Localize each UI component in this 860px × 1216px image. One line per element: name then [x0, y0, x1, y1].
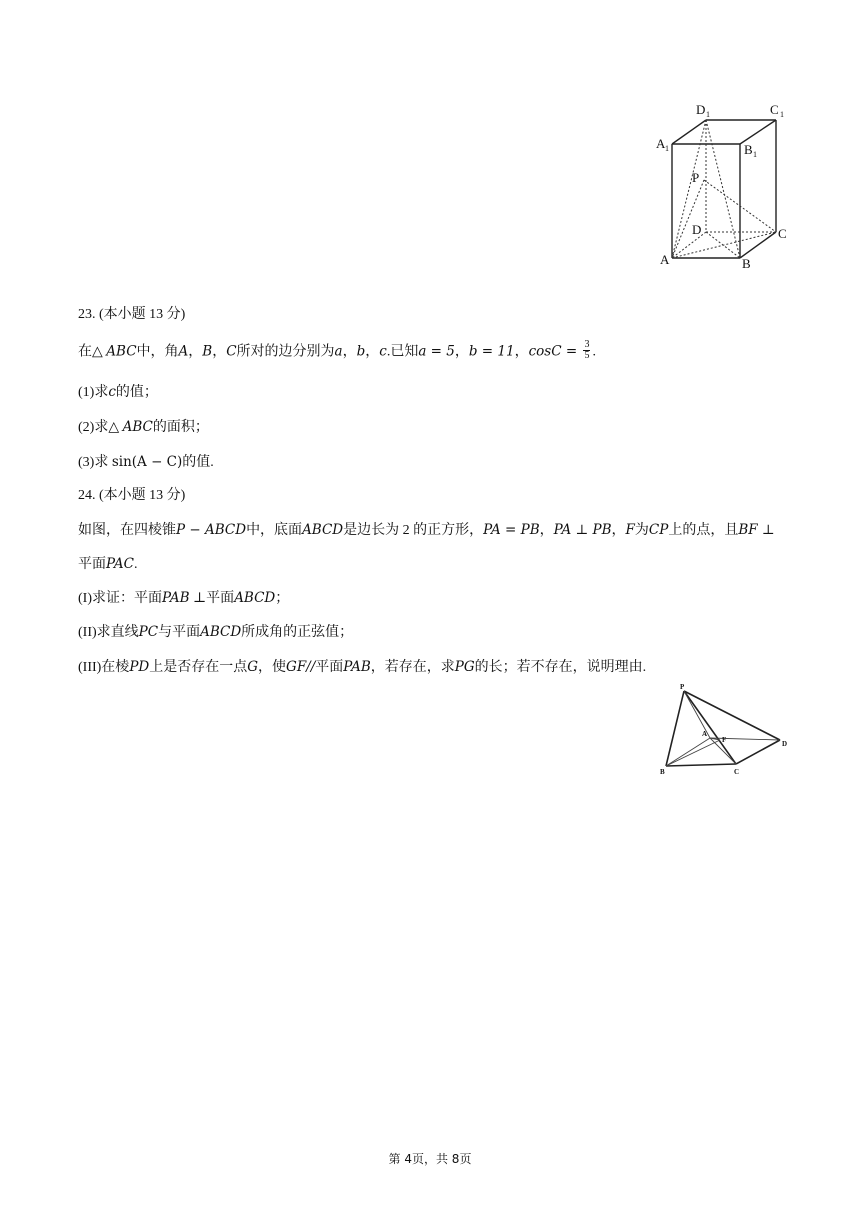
- q23-header: 23. (本小题 13 分): [78, 307, 186, 322]
- fraction-3-5: $\frac{3}{5}$: [584, 339, 590, 361]
- q24-part-ii: (II)求直线PC与平面ABCD所成角的正弦值；: [78, 624, 354, 640]
- label-P: P: [680, 684, 685, 691]
- q23-stem: 在△ ABC中，角A，B，C所对的边分别为a，b，c.已知a = 5，b = 11，cosC = $\frac{3}{5}$ .: [78, 339, 596, 361]
- label-C: C: [778, 226, 787, 241]
- label-D1-sub: 1: [706, 110, 710, 119]
- label-D1: D: [696, 102, 706, 117]
- label-B1: B: [744, 142, 753, 157]
- label-C: C: [734, 768, 740, 776]
- prism-figure: [652, 98, 800, 270]
- q24-part-i: (I)求证：平面PAB ⊥平面ABCD；: [78, 590, 290, 606]
- q24-part-iii: (III)在棱PD上是否存在一点G，使GF//平面PAB，若存在，求PG的长；若不存在，说明理由.: [78, 659, 647, 675]
- label-B1-sub: 1: [753, 150, 757, 159]
- label-C1-sub: 1: [780, 110, 784, 119]
- label-B: B: [742, 256, 751, 270]
- label-F: F: [722, 736, 727, 744]
- label-B: B: [660, 768, 665, 776]
- label-A1-sub: 1: [665, 144, 669, 153]
- q24-stem-line-2: 平面PAC.: [78, 556, 138, 572]
- label-A: A: [702, 730, 708, 738]
- q23-part-3: (3)求 sin(A − C)的值.: [78, 454, 214, 470]
- label-D: D: [782, 740, 788, 748]
- pyramid-figure: [658, 684, 798, 780]
- label-D: D: [692, 222, 702, 237]
- q24-stem-line-1: 如图，在四棱锥P − ABCD中，底面ABCD是边长为 2 的正方形，PA = PB，PA ⊥ PB，F为CP上的点，且BF ⊥: [78, 522, 775, 538]
- label-C1: C: [770, 102, 779, 117]
- q23-part-1: (1)求c的值；: [78, 384, 158, 400]
- q24-header: 24. (本小题 13 分): [78, 488, 186, 503]
- label-P: P: [692, 170, 700, 185]
- page-footer: 第 4页，共 8页: [388, 1152, 472, 1166]
- q23-part-2: (2)求△ ABC的面积；: [78, 419, 209, 435]
- label-A: A: [660, 252, 670, 267]
- label-A1: A: [656, 136, 666, 151]
